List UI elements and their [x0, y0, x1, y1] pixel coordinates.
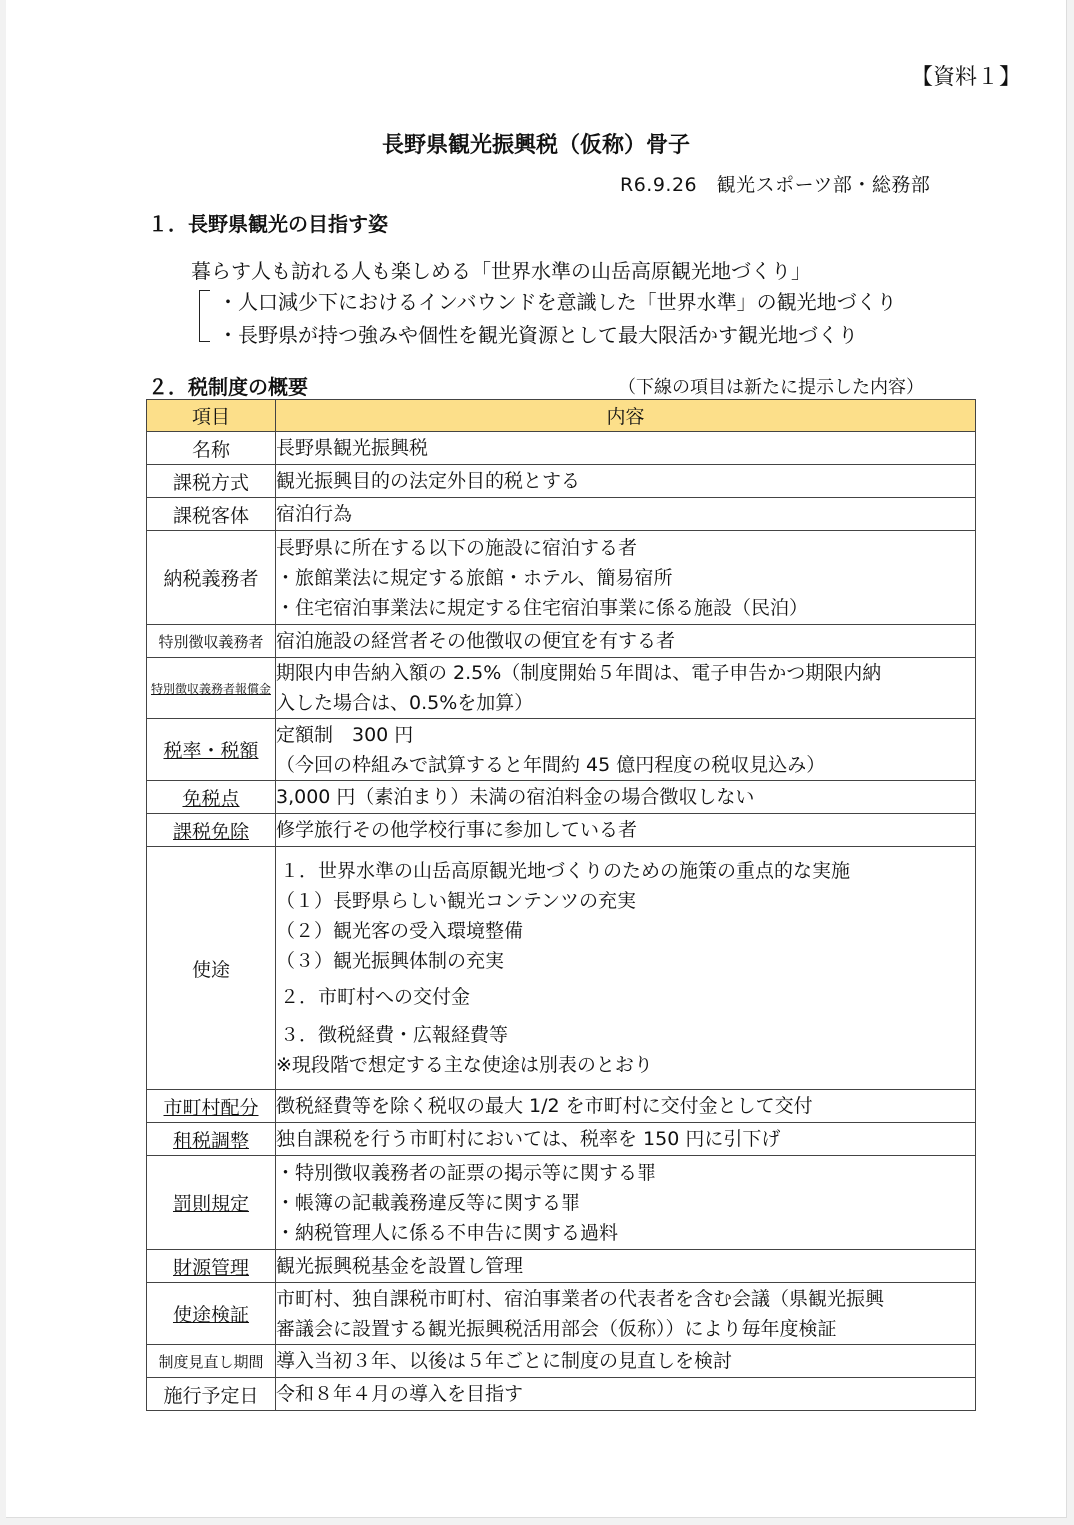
row-item-label: 財源管理 [172, 1256, 249, 1279]
row-content [276, 498, 976, 531]
content-line: （１）長野県らしい観光コンテンツの充実 [276, 890, 637, 912]
table-row [147, 719, 976, 781]
content-line: 長野県観光振興税 [276, 437, 429, 459]
vision-bullet: ・人口減少下におけるインバウンドを意識した「世界水準」の観光地づくり [218, 290, 897, 314]
header-content: 内容 [276, 400, 976, 432]
content-line: 長野県に所在する以下の施設に宿泊する者 [276, 536, 638, 559]
table-row [147, 847, 976, 1090]
content-line: 導入当初３年、以後は５年ごとに制度の見直しを検討 [276, 1350, 733, 1372]
table-row [147, 1123, 976, 1156]
row-item: 名称 [147, 432, 276, 465]
table-row [147, 531, 976, 625]
content-line: 徴税経費等を除く税収の最大 1/2 を市町村に交付金として交付 [276, 1095, 813, 1117]
row-item-label: 課税免除 [172, 820, 249, 843]
content-line: ２．市町村への交付金 [280, 986, 471, 1008]
content-line: ・帳簿の記載義務違反等に関する罪 [276, 1191, 581, 1214]
header-item: 項目 [147, 400, 276, 432]
content-line: 入した場合は、0.5%を加算） [276, 692, 534, 714]
content-line: ・納税管理人に係る不申告に関する過料 [276, 1221, 619, 1244]
content-line: ３．徴税経費・広報経費等 [280, 1024, 509, 1046]
row-item-label: 市町村配分 [163, 1096, 259, 1119]
tax-overview-table [146, 399, 976, 1411]
content-line: 宿泊行為 [276, 503, 353, 525]
row-item [147, 1250, 276, 1283]
content-line: １．世界水準の山岳高原観光地づくりのための施策の重点的な実施 [280, 860, 851, 882]
bracket-decoration [199, 290, 210, 342]
row-content [276, 465, 976, 498]
content-line: 期限内申告納入額の 2.5%（制度開始５年間は、電子申告かつ期限内納 [276, 662, 882, 684]
section2-heading: ２．税制度の概要 [148, 375, 308, 399]
row-item [147, 1123, 276, 1156]
table-row [147, 432, 976, 465]
content-line: ・特別徴収義務者の証票の掲示等に関する罪 [276, 1161, 657, 1184]
row-item-label: 税率・税額 [163, 740, 259, 762]
document-page [6, 0, 1067, 1518]
page-title: 長野県観光振興税（仮称）骨子 [381, 133, 690, 158]
vision-statement: 暮らす人も訪れる人も楽しめる「世界水準の山岳高原観光地づくり」 [191, 259, 811, 283]
row-content [276, 1250, 976, 1283]
row-item [147, 658, 276, 719]
row-item: 課税方式 [147, 465, 276, 498]
row-item-label: 特別徴収義務者報償金 [150, 681, 271, 696]
table-row [147, 781, 976, 814]
row-item [147, 781, 276, 814]
row-item: 制度見直し期間 [147, 1345, 276, 1378]
row-content [276, 625, 976, 658]
content-line: ※現段階で想定する主な使途は別表のとおり [276, 1054, 653, 1076]
underline-note: （下線の項目は新たに提示した内容） [612, 373, 928, 401]
content-line: 宿泊施設の経営者その他徴収の便宜を有する者 [276, 630, 676, 652]
content-line: 観光振興目的の法定外目的税とする [276, 470, 581, 492]
table-row [147, 1156, 976, 1250]
row-item: 納税義務者 [147, 531, 276, 625]
row-item [147, 814, 276, 847]
table-row [147, 1283, 976, 1345]
row-content [276, 1345, 976, 1378]
table-header-row [147, 400, 976, 432]
content-line: 独自課税を行う市町村においては、税率を 150 円に引下げ [276, 1128, 781, 1150]
row-content [276, 1123, 976, 1156]
row-item: 施行予定日 [147, 1378, 276, 1411]
row-content [276, 531, 976, 625]
row-item [147, 719, 276, 781]
table-row [147, 814, 976, 847]
row-content [276, 781, 976, 814]
row-item [147, 1090, 276, 1123]
table-row [147, 625, 976, 658]
row-content [276, 847, 976, 1090]
content-line: 令和８年４月の導入を目指す [276, 1383, 524, 1405]
table-row [147, 1250, 976, 1283]
row-content [276, 1378, 976, 1411]
row-item-label: 罰則規定 [172, 1193, 249, 1215]
content-line: ・旅館業法に規定する旅館・ホテル、簡易宿所 [276, 566, 673, 589]
date-department: R6.9.26 観光スポーツ部・総務部 [620, 174, 931, 196]
content-line: （今回の枠組みで試算すると年間約 45 億円程度の税収見込み） [276, 753, 826, 776]
table-row [147, 1090, 976, 1123]
row-content [276, 1156, 976, 1250]
row-content [276, 658, 976, 719]
row-content [276, 719, 976, 781]
table-row [147, 658, 976, 719]
vision-bullet: ・長野県が持つ強みや個性を観光資源として最大限活かす観光地づくり [218, 323, 858, 347]
content-line: 修学旅行その他学校行事に参加している者 [276, 819, 638, 841]
content-line: 市町村、独自課税市町村、宿泊事業者の代表者を含む会議（県観光振興 [276, 1287, 885, 1310]
row-content [276, 1283, 976, 1345]
row-item-label: 免税点 [182, 787, 240, 810]
document-label: 【資料１】 [911, 65, 1022, 90]
row-item: 使途 [147, 847, 276, 1090]
row-item-label: 租税調整 [172, 1129, 249, 1152]
row-content [276, 432, 976, 465]
table-row [147, 465, 976, 498]
content-line: 3,000 円（素泊まり）未満の宿泊料金の場合徴収しない [276, 786, 755, 808]
content-line: 審議会に設置する観光振興税活用部会（仮称））により毎年度検証 [276, 1317, 837, 1340]
row-item-label: 使途検証 [172, 1304, 249, 1326]
table-row [147, 498, 976, 531]
content-line: 定額制 300 円 [276, 723, 414, 746]
row-content [276, 814, 976, 847]
content-line: 観光振興税基金を設置し管理 [276, 1255, 524, 1277]
row-item: 特別徴収義務者 [147, 625, 276, 658]
content-line: ・住宅宿泊事業法に規定する住宅宿泊事業に係る施設（民泊） [276, 596, 809, 619]
table-row [147, 1345, 976, 1378]
row-item: 課税客体 [147, 498, 276, 531]
row-item [147, 1156, 276, 1250]
content-line: （３）観光振興体制の充実 [276, 950, 505, 972]
row-item [147, 1283, 276, 1345]
section1-heading: １．長野県観光の目指す姿 [148, 212, 388, 236]
table-row [147, 1378, 976, 1411]
content-line: （２）観光客の受入環境整備 [276, 920, 524, 942]
row-content [276, 1090, 976, 1123]
